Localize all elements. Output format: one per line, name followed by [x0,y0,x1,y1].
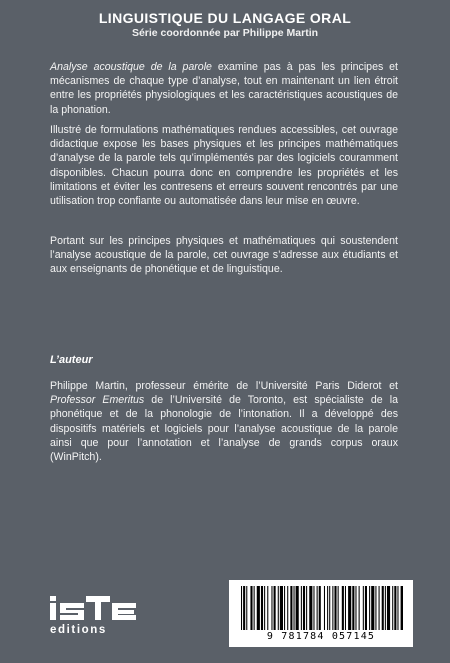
barcode-bars [239,586,403,630]
description-p2-text: Illustré de formulations mathématiques rendues accessibles, cet ouvrage didactique expose les bases physiques et les principes mathématiques d’analyse de la parole tels qu’implémentés par des logiciels couramment disponibles. Chacun pourra donc en comprendre les propriétés et les limitations et éviter les contresens et erreurs souvent rencontrés par une utilisation trop confiante ou automatisée dans leur mise en œuvre. [50,124,398,208]
author-bio [50,379,398,473]
barcode-number: 9 781784 057145 [266,631,376,642]
description-p1-text: examine pas à pas les principes et mécanismes de chaque type d’analyse, tout en maintenant un lien étroit entre les propriétés physiologiques et les caractéristiques acoustiques de la phonation. [50,61,398,116]
description-paragraph-1 [50,60,398,126]
description-p3-text: Portant sur les principes physiques et mathématiques qui soustendent l’analyse acoustique de la parole, cet ouvrage s’adresse aux étudiants et aux enseignants de phonétique et de linguistique. [50,235,398,276]
series-header [0,10,450,39]
author-bio-part-1: Philippe Martin, professeur émérite de l’Université Paris Diderot et [50,380,398,392]
author-bio-italic: Professor Emeritus [50,394,145,407]
series-subtitle: Série coordonnée par Philippe Martin [131,27,319,39]
description-paragraph-3 [50,234,398,286]
author-bio-part-2: de l’Université de Toronto, est spécialiste de la phonétique et de la phonologie de l’intonation. Il a développé des dispositifs matériels et logiciels pour l’analyse acoustique de la parole ainsi que pour l’annotation et l’analyse de grands corpus oraux (WinPitch). [50,394,398,464]
description-paragraph-2 [50,123,398,217]
logo-wordmark-editions: editions [50,624,107,636]
book-title-italic: Analyse acoustique de la parole [50,61,212,73]
author-heading: L’auteur [50,354,93,366]
barcode [229,580,413,647]
series-title: LINGUISTIQUE DU LANGAGE ORAL [98,10,352,26]
iste-logo [48,594,148,636]
